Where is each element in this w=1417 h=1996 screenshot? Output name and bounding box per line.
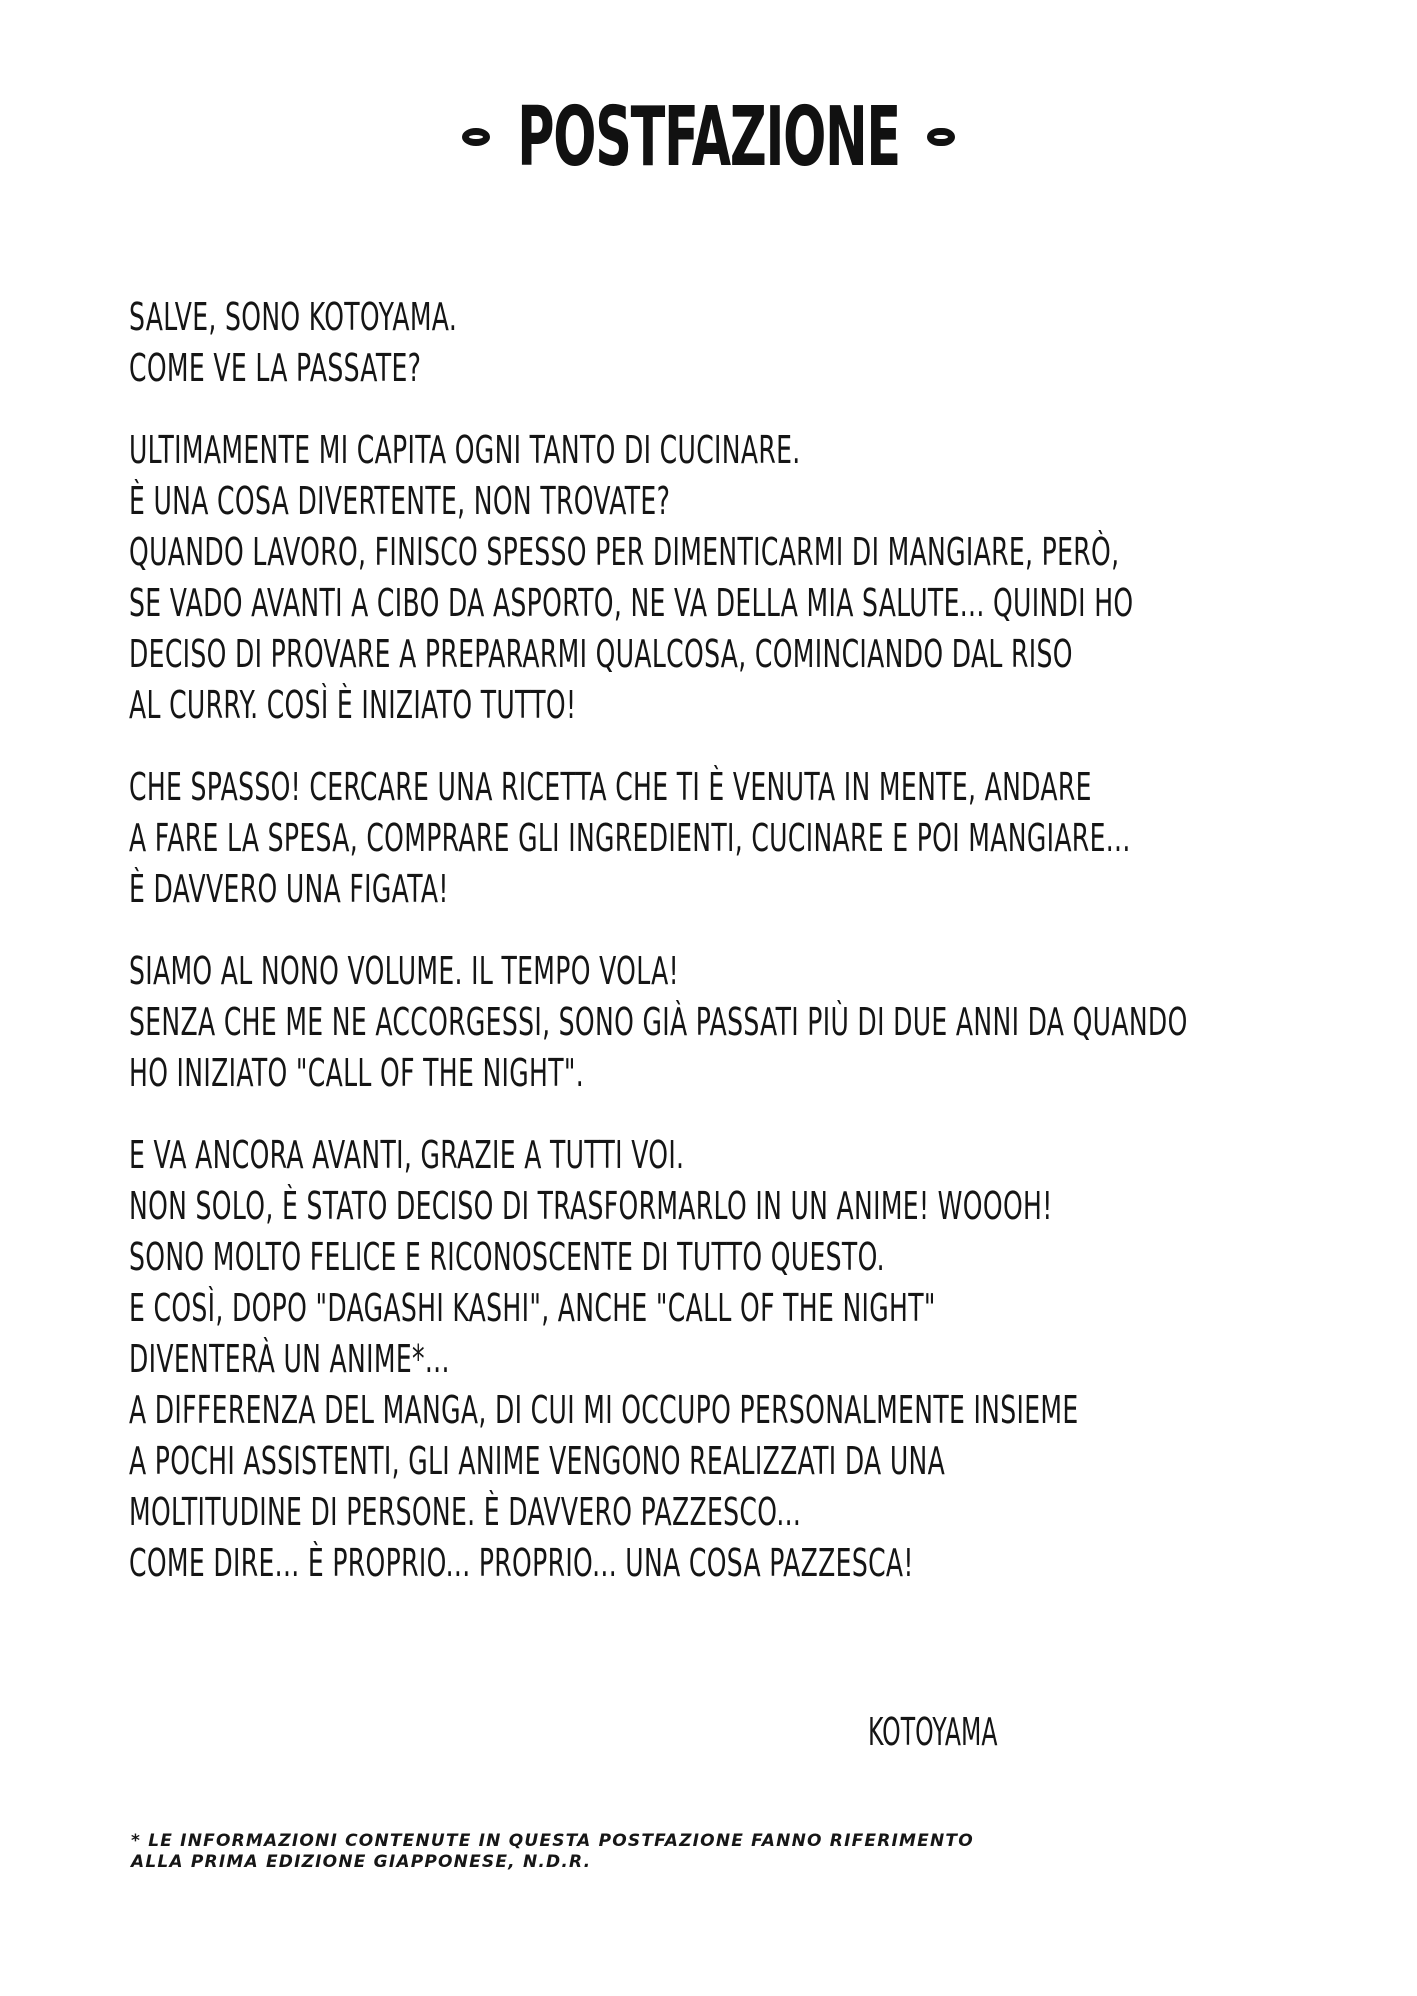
text-line: SALVE, SONO KOTOYAMA. <box>129 295 458 339</box>
footnote <box>131 1831 1231 1873</box>
text-line: E COSÌ, DOPO "DAGASHI KASHI", ANCHE "CALL OF THE NIGHT" <box>129 1286 936 1330</box>
text-line: COME VE LA PASSATE? <box>129 346 422 390</box>
text-line: QUANDO LAVORO, FINISCO SPESSO PER DIMENTICARMI DI MANGIARE, PERÒ, <box>129 530 1120 574</box>
page-title: POSTFAZIONE <box>517 89 900 185</box>
text-line: AL CURRY. COSÌ È INIZIATO TUTTO! <box>129 683 577 727</box>
text-line: E VA ANCORA AVANTI, GRAZIE A TUTTI VOI. <box>129 1133 685 1177</box>
text-line: CHE SPASSO! CERCARE UNA RICETTA CHE TI È VENUTA IN MENTE, ANDARE <box>129 765 1092 809</box>
text-line: SONO MOLTO FELICE E RICONOSCENTE DI TUTTO QUESTO. <box>129 1235 885 1279</box>
text-line: È UNA COSA DIVERTENTE, NON TROVATE? <box>129 479 671 523</box>
text-line: SE VADO AVANTI A CIBO DA ASPORTO, NE VA DELLA MIA SALUTE... QUINDI HO <box>129 581 1134 625</box>
title-block <box>0 82 1417 192</box>
text-line: A POCHI ASSISTENTI, GLI ANIME VENGONO REALIZZATI DA UNA <box>129 1439 946 1483</box>
text-line: A FARE LA SPESA, COMPRARE GLI INGREDIENTI, CUCINARE E POI MANGIARE... <box>129 816 1131 860</box>
right-circle-ornament <box>927 128 955 146</box>
paragraph-volume <box>129 946 1349 1099</box>
left-circle-ornament <box>462 128 490 146</box>
text-line: MOLTITUDINE DI PERSONE. È DAVVERO PAZZESCO... <box>129 1490 802 1534</box>
paragraph-fun <box>129 762 1349 915</box>
footnote-line: * LE INFORMAZIONI CONTENUTE IN QUESTA POSTFAZIONE FANNO RIFERIMENTO <box>131 1831 974 1851</box>
text-line: NON SOLO, È STATO DECISO DI TRASFORMARLO IN UN ANIME! WOOOH! <box>129 1184 1053 1228</box>
text-line: DECISO DI PROVARE A PREPARARMI QUALCOSA, COMINCIANDO DAL RISO <box>129 632 1073 676</box>
paragraph-cooking <box>129 425 1349 731</box>
paragraph-anime <box>129 1130 1349 1589</box>
footnote-line: ALLA PRIMA EDIZIONE GIAPPONESE, N.D.R. <box>131 1852 592 1872</box>
text-line: ULTIMAMENTE MI CAPITA OGNI TANTO DI CUCINARE. <box>129 428 801 472</box>
text-line: SENZA CHE ME NE ACCORGESSI, SONO GIÀ PASSATI PIÙ DI DUE ANNI DA QUANDO <box>129 1000 1188 1044</box>
paragraph-greeting <box>129 292 1349 394</box>
text-line: SIAMO AL NONO VOLUME. IL TEMPO VOLA! <box>129 949 679 993</box>
text-line: DIVENTERÀ UN ANIME*... <box>129 1337 450 1381</box>
text-line: HO INIZIATO "CALL OF THE NIGHT". <box>129 1051 585 1095</box>
text-line: COME DIRE... È PROPRIO... PROPRIO... UNA COSA PAZZESCA! <box>129 1541 914 1585</box>
author-signature: KOTOYAMA <box>868 1710 998 1754</box>
text-line: A DIFFERENZA DEL MANGA, DI CUI MI OCCUPO PERSONALMENTE INSIEME <box>129 1388 1079 1432</box>
afterword-body <box>129 292 1349 1620</box>
text-line: È DAVVERO UNA FIGATA! <box>129 867 449 911</box>
